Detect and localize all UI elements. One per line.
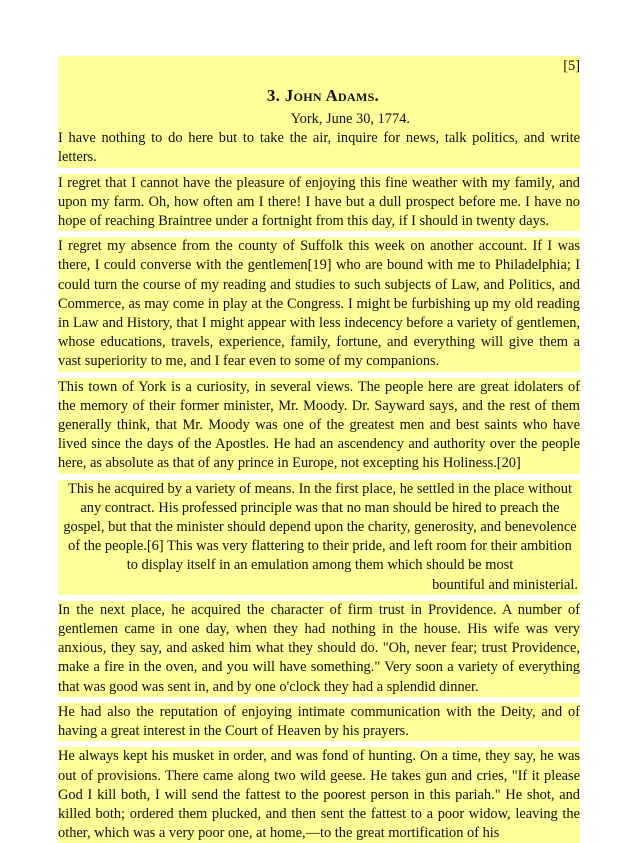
- letter-number: 3.: [266, 86, 281, 106]
- header-block: [58, 56, 580, 168]
- paragraph-4: This town of York is a curiosity, in several views. The people here are great idolaters of the memory of their former minister, Mr. Moody. Dr. Sayward says, and the rest of them generally think, that Mr. Moody was one of the greatest men and best saints who have lived since the days of the Apostles. He had an ascendency and authority over the people here, as absolute as that of any prince in Europe, not excepting his Holiness.[20]: [58, 378, 580, 474]
- paragraph-6: In the next place, he acquired the character of firm trust in Providence. A number of gentlemen came in one day, when they had nothing in the house. His wife was very anxious, they say, and asked him what they should do. "Oh, never fear; trust Providence, make a fire in the oven, and you will have something." Very soon a variety of everything that was good was sent in, and by one o'clock they had a splendid dinner.: [58, 601, 580, 697]
- paragraph-5-centered: [58, 480, 580, 595]
- paragraph-8: He always kept his musket in order, and was fond of hunting. On a time, they say, he was out of provisions. There came along two wild geese. He takes gun and cries, "If it please God I kill both, I will send the fattest to the poorest person in this pariah." He shot, and killed both; ordered them plucked, and then sent the fattest to a poor widow, leaving the other, which was a very poor one, at home,—to the great mortification of his: [58, 747, 580, 843]
- document-page: [58, 56, 580, 843]
- paragraph-5-body: This he acquired by a variety of means. In the first place, he settled in the place without any contract. His professed principle was that no man should be hired to preach the gospel, but that the minister should depend upon the charity, generosity, and benevolence of the people.[6] This was very flattering to their pride, and left room for their ambition to display itself in an emulation among them which should be most: [63, 480, 577, 574]
- letter-author: John Adams.: [284, 86, 380, 106]
- page-number: [5]: [563, 58, 580, 74]
- paragraph-2: I regret that I cannot have the pleasure of enjoying this fine weather with my family, and upon my farm. Oh, how often am I there! I have but a dull prospect before me. I have no hope of reaching Braintree under a fortnight from this day, if I should in twenty days.: [58, 174, 580, 232]
- paragraph-7: He had also the reputation of enjoying intimate communication with the Deity, and of having a great interest in the Court of Heaven by his prayers.: [58, 703, 580, 741]
- paragraph-1: I have nothing to do here but to take the air, inquire for news, talk politics, and write letters.: [58, 130, 580, 166]
- letter-heading: [58, 82, 580, 110]
- dateline: York, June 30, 1774.: [290, 111, 410, 128]
- paragraph-3: I regret my absence from the county of Suffolk this week on another account. If I was there, I could converse with the gentlemen[19] who are bound with me to Philadelphia; I could turn the course of my reading and studies to such subjects of Law, and Politics, and Commerce, as may come in play at the Congress. I might be furbishing up my old reading in Law and History, that I might appear with less indecency before a variety of gentlemen, whose educations, travels, experience, family, fortune, and everything will give them a vast superiority to me, and I fear even to some of my companions.: [58, 237, 580, 371]
- paragraph-5-tail: bountiful and ministerial.: [432, 576, 578, 593]
